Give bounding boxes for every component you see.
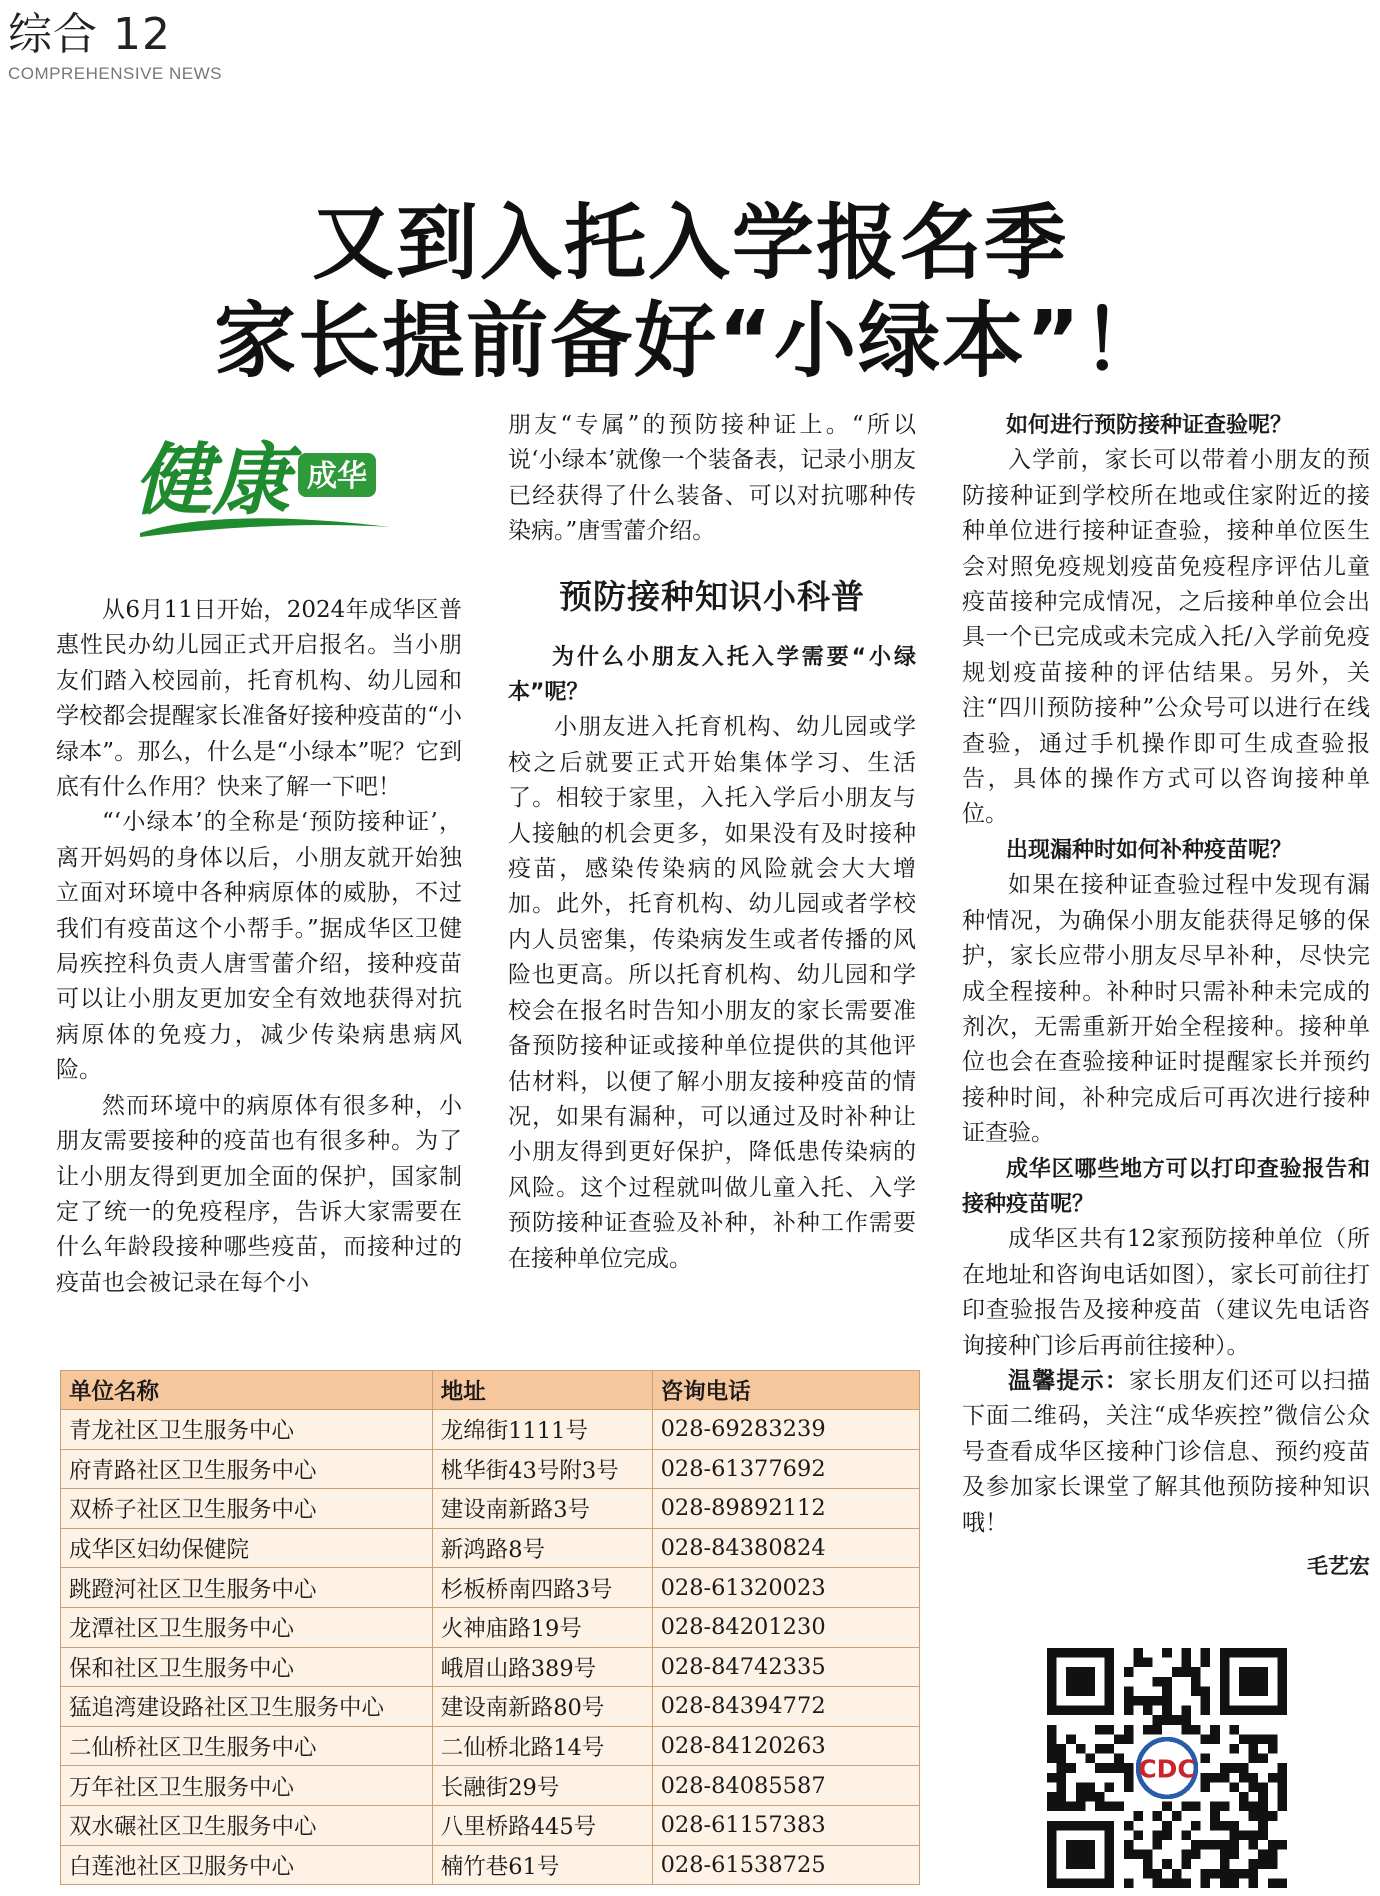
qr-finder-top-left <box>1047 1648 1114 1715</box>
qr-finder-top-right <box>1220 1648 1287 1715</box>
qr-module <box>1249 1734 1259 1744</box>
qr-module <box>1095 1744 1105 1754</box>
qr-module <box>1268 1811 1278 1821</box>
qr-module <box>1258 1782 1268 1792</box>
qr-module <box>1249 1859 1259 1869</box>
qr-module <box>1181 1725 1191 1735</box>
qr-module <box>1095 1725 1105 1735</box>
qr-module <box>1105 1802 1115 1812</box>
cell-address: 杉板桥南四路3号 <box>432 1568 652 1608</box>
qr-module <box>1153 1840 1163 1850</box>
qr-module <box>1105 1782 1115 1792</box>
qr-module <box>1162 1859 1172 1869</box>
qr-module <box>1057 1792 1067 1802</box>
qr-module <box>1181 1648 1191 1658</box>
qr-module <box>1210 1869 1220 1879</box>
qr-module <box>1133 1658 1143 1668</box>
qr-module <box>1133 1648 1143 1658</box>
tip-paragraph <box>962 1364 1370 1541</box>
qr-module <box>1143 1859 1153 1869</box>
qr-module <box>1229 1763 1239 1773</box>
qr-module <box>1181 1850 1191 1860</box>
masthead <box>8 10 268 90</box>
tip-text: 家长朋友们还可以扫描下面二维码，关注“成华疾控”微信公众号查看成华区接种门诊信息、预约疫苗及参加家长课堂了解其他预防接种知识哦！ <box>962 1367 1371 1536</box>
qr-module <box>1229 1850 1239 1860</box>
question-heading: 成华区哪些地方可以打印查验报告和接种疫苗呢？ <box>962 1156 1370 1217</box>
qr-module <box>1191 1667 1201 1677</box>
qr-module <box>1191 1802 1201 1812</box>
cell-phone: 028-84742335 <box>652 1647 919 1687</box>
qr-module <box>1057 1802 1067 1812</box>
qr-module <box>1229 1821 1239 1831</box>
header-unit-name: 单位名称 <box>61 1371 433 1410</box>
paragraph-continuation: 朋友“专属”的预防接种证上。“所以说‘小绿本’就像一个装备表，记录小朋友已经获得了什么装备、可以对抗哪种传染病。”唐雪蕾介绍。 <box>508 412 916 545</box>
qr-module <box>1191 1725 1201 1735</box>
qr-module <box>1201 1686 1211 1696</box>
qr-module <box>1162 1821 1172 1831</box>
qr-module <box>1153 1878 1163 1888</box>
qr-module <box>1162 1706 1172 1716</box>
headline <box>0 195 1380 391</box>
section-subtitle: COMPREHENSIVE NEWS <box>8 64 222 83</box>
qr-module <box>1153 1725 1163 1735</box>
cell-phone: 028-69283239 <box>652 1410 919 1450</box>
qr-module <box>1124 1725 1134 1735</box>
qr-module <box>1057 1744 1067 1754</box>
wechat-qr-code[interactable] <box>1047 1648 1287 1888</box>
qr-module <box>1076 1782 1086 1792</box>
cell-unit-name: 二仙桥社区卫生服务中心 <box>61 1726 433 1766</box>
qr-module <box>1181 1667 1191 1677</box>
qr-module <box>1162 1878 1172 1888</box>
qr-module <box>1201 1734 1211 1744</box>
qr-module <box>1153 1869 1163 1879</box>
cell-unit-name: 成华区妇幼保健院 <box>61 1528 433 1568</box>
qr-module <box>1057 1782 1067 1792</box>
qr-module <box>1076 1792 1086 1802</box>
qr-module <box>1124 1821 1134 1831</box>
table-row <box>61 1647 920 1687</box>
qr-module <box>1277 1792 1287 1802</box>
cell-unit-name: 跳蹬河社区卫生服务中心 <box>61 1568 433 1608</box>
qr-module <box>1210 1821 1220 1831</box>
qr-module <box>1133 1811 1143 1821</box>
qr-module <box>1114 1734 1124 1744</box>
qr-module <box>1181 1878 1191 1888</box>
qr-module <box>1153 1715 1163 1725</box>
answer-paragraph: 小朋友进入托育机构、幼儿园或学校之后就要正式开始集体学习、生活了。相较于家里，入托入学后小朋友与人接触的机会更多，如果没有及时接种疫苗，感染传染病的风险就会大大增加。此外，托育机构、幼儿园或者学校内人员密集，传染病发生或者传播的风险也更高。所以托育机构、幼儿园和学校会在报名时告知小朋友的家长需要准备预防接种证或接种单位提供的其他评估材料，以便了解小朋友接种疫苗的情况，如果有漏种，可以通过及时补种让小朋友得到更好保护，降低患传染病的风险。这个过程就叫做儿童入托、入学预防接种证查验及补种，补种工作需要在接种单位完成。 <box>508 714 916 1272</box>
byline: 毛艺宏 <box>1307 1554 1370 1578</box>
qr-module <box>1057 1773 1067 1783</box>
clinic-table <box>60 1370 920 1885</box>
qr-module <box>1220 1821 1230 1831</box>
qr-module <box>1249 1744 1259 1754</box>
header-address: 地址 <box>432 1371 652 1410</box>
qr-module <box>1124 1878 1134 1888</box>
qr-module <box>1220 1878 1230 1888</box>
qr-module <box>1076 1802 1086 1812</box>
qr-module <box>1229 1830 1239 1840</box>
qr-module <box>1124 1734 1134 1744</box>
paragraph-quote: “‘小绿本’的全称是‘预防接种证’，离开妈妈的身体以后，小朋友就开始独立面对环境中各种病原体的威胁，不过我们有疫苗这个小帮手。”据成华区卫健局疾控科负责人唐雪蕾介绍，接种疫苗可以让小朋友更加安全有效地获得对抗病原体的免疫力，减少传染病患病风险。 <box>56 809 462 1084</box>
qr-module <box>1201 1648 1211 1658</box>
qr-module <box>1220 1869 1230 1879</box>
answer-paragraph: 成华区共有12家预防接种单位（所在地址和咨询电话如图），家长可前往打印查验报告及接种疫苗（建议先电话咨询接种门诊后再前往接种）。 <box>962 1226 1370 1359</box>
qr-module <box>1210 1802 1220 1812</box>
qr-module <box>1095 1763 1105 1773</box>
qr-module <box>1172 1715 1182 1725</box>
qr-module <box>1057 1763 1067 1773</box>
qr-module <box>1095 1802 1105 1812</box>
table-row <box>61 1410 920 1450</box>
qr-module <box>1201 1782 1211 1792</box>
section-heading: 预防接种知识小科普 <box>559 576 865 616</box>
qr-module <box>1220 1763 1230 1773</box>
qr-module <box>1143 1869 1153 1879</box>
cell-address: 龙绵街1111号 <box>432 1410 652 1450</box>
qr-module <box>1277 1878 1287 1888</box>
headline-line-2: 家长提前备好“小绿本”！ <box>214 294 1166 389</box>
qr-module <box>1277 1802 1287 1812</box>
qr-module <box>1229 1725 1239 1735</box>
qr-module <box>1153 1830 1163 1840</box>
qr-module <box>1153 1811 1163 1821</box>
qr-module <box>1249 1782 1259 1792</box>
qr-module <box>1210 1734 1220 1744</box>
article-column-left <box>56 593 462 1301</box>
qr-module <box>1201 1840 1211 1850</box>
section-title: 综合 12 <box>8 9 171 60</box>
cell-address: 八里桥路445号 <box>432 1805 652 1845</box>
qr-module <box>1143 1706 1153 1716</box>
qr-module <box>1249 1754 1259 1764</box>
qr-module <box>1239 1802 1249 1812</box>
qr-module <box>1277 1773 1287 1783</box>
qr-module <box>1133 1696 1143 1706</box>
qr-module <box>1172 1878 1182 1888</box>
qr-module <box>1220 1773 1230 1783</box>
qr-module <box>1162 1715 1172 1725</box>
cell-phone: 028-61157383 <box>652 1805 919 1845</box>
qr-module <box>1124 1850 1134 1860</box>
cell-unit-name: 双桥子社区卫生服务中心 <box>61 1489 433 1529</box>
cell-phone: 028-61320023 <box>652 1568 919 1608</box>
qr-module <box>1191 1677 1201 1687</box>
qr-module <box>1258 1802 1268 1812</box>
cell-phone: 028-89892112 <box>652 1489 919 1529</box>
cdc-badge-text: CDC <box>1138 1754 1196 1784</box>
cell-unit-name: 青龙社区卫生服务中心 <box>61 1410 433 1450</box>
qr-module <box>1066 1763 1076 1773</box>
tip-label: 温馨提示： <box>1008 1367 1130 1394</box>
qr-module <box>1114 1802 1124 1812</box>
cell-phone: 028-61538725 <box>652 1845 919 1885</box>
qr-module <box>1047 1802 1057 1812</box>
qr-module <box>1201 1869 1211 1879</box>
qr-module <box>1057 1754 1067 1764</box>
qr-module <box>1268 1744 1278 1754</box>
qr-module <box>1172 1667 1182 1677</box>
qr-module <box>1066 1802 1076 1812</box>
qr-module <box>1210 1811 1220 1821</box>
table-row <box>61 1449 920 1489</box>
cell-address: 楠竹巷61号 <box>432 1845 652 1885</box>
qr-module <box>1066 1734 1076 1744</box>
qr-module <box>1153 1696 1163 1706</box>
cell-unit-name: 万年社区卫生服务中心 <box>61 1766 433 1806</box>
answer-paragraph: 如果在接种证查验过程中发现有漏种情况，为确保小朋友能获得足够的保护，家长应带小朋友尽早补种，尽快完成全程接种。补种时只需补种未完成的剂次，无需重新开始全程接种。接种单位也会在查验接种证时提醒家长并预约接种时间，补种完成后可再次进行接种证查验。 <box>962 872 1370 1147</box>
table-row <box>61 1766 920 1806</box>
qr-module <box>1181 1830 1191 1840</box>
table-row <box>61 1726 920 1766</box>
cell-unit-name: 龙潭社区卫生服务中心 <box>61 1607 433 1647</box>
cdc-logo-badge <box>1134 1735 1199 1800</box>
qr-module <box>1105 1763 1115 1773</box>
qr-module <box>1124 1773 1134 1783</box>
jiankang-chenghua-logo <box>130 415 400 550</box>
table-row <box>61 1805 920 1845</box>
qr-module <box>1047 1792 1057 1802</box>
qr-module <box>1181 1715 1191 1725</box>
qr-module <box>1191 1686 1201 1696</box>
qr-module <box>1268 1859 1278 1869</box>
qr-module <box>1124 1696 1134 1706</box>
qr-module <box>1201 1696 1211 1706</box>
qr-module <box>1181 1859 1191 1869</box>
cell-address: 火神庙路19号 <box>432 1607 652 1647</box>
qr-module <box>1258 1830 1268 1840</box>
qr-module <box>1258 1859 1268 1869</box>
qr-module <box>1162 1686 1172 1696</box>
cell-address: 新鸿路8号 <box>432 1528 652 1568</box>
qr-module <box>1210 1725 1220 1735</box>
qr-module <box>1249 1802 1259 1812</box>
qr-module <box>1143 1658 1153 1668</box>
qr-module <box>1143 1725 1153 1735</box>
qr-module <box>1114 1763 1124 1773</box>
qr-module <box>1258 1792 1268 1802</box>
qr-module <box>1229 1869 1239 1879</box>
qr-module <box>1047 1754 1057 1764</box>
qr-module <box>1201 1658 1211 1668</box>
question-heading: 为什么小朋友入托入学需要“小绿本”呢？ <box>508 644 916 706</box>
qr-module <box>1105 1744 1115 1754</box>
qr-module <box>1268 1773 1278 1783</box>
qr-module <box>1162 1648 1172 1658</box>
cell-phone: 028-84380824 <box>652 1528 919 1568</box>
logo-main-text: 健康 <box>134 435 291 526</box>
qr-module <box>1210 1773 1220 1783</box>
table-header-row <box>61 1371 920 1410</box>
cell-unit-name: 保和社区卫生服务中心 <box>61 1647 433 1687</box>
table-row <box>61 1607 920 1647</box>
qr-module <box>1229 1744 1239 1754</box>
qr-module <box>1047 1744 1057 1754</box>
qr-module <box>1210 1840 1220 1850</box>
qr-module <box>1201 1773 1211 1783</box>
qr-module <box>1249 1830 1259 1840</box>
cell-phone: 028-84394772 <box>652 1687 919 1727</box>
cell-phone: 028-84120263 <box>652 1726 919 1766</box>
cell-unit-name: 白莲池社区卫服务中心 <box>61 1845 433 1885</box>
cell-address: 二仙桥北路14号 <box>432 1726 652 1766</box>
qr-module <box>1258 1754 1268 1764</box>
qr-module <box>1095 1792 1105 1802</box>
qr-module <box>1239 1830 1249 1840</box>
question-heading: 如何进行预防接种证查验呢？ <box>1006 413 1293 438</box>
qr-module <box>1220 1859 1230 1869</box>
qr-module <box>1047 1734 1057 1744</box>
qr-module <box>1239 1763 1249 1773</box>
qr-module <box>1201 1878 1211 1888</box>
qr-module <box>1133 1830 1143 1840</box>
qr-module <box>1220 1802 1230 1812</box>
qr-module <box>1162 1696 1172 1706</box>
qr-module <box>1258 1811 1268 1821</box>
cell-address: 峨眉山路389号 <box>432 1647 652 1687</box>
qr-module <box>1153 1677 1163 1687</box>
qr-module <box>1268 1850 1278 1860</box>
cell-unit-name: 双水碾社区卫生服务中心 <box>61 1805 433 1845</box>
qr-module <box>1239 1734 1249 1744</box>
qr-module <box>1172 1869 1182 1879</box>
qr-module <box>1124 1686 1134 1696</box>
cell-unit-name: 猛追湾建设路社区卫生服务中心 <box>61 1687 433 1727</box>
table-row <box>61 1528 920 1568</box>
qr-module <box>1239 1869 1249 1879</box>
qr-module <box>1229 1878 1239 1888</box>
qr-module <box>1047 1773 1057 1783</box>
qr-module <box>1249 1869 1259 1879</box>
qr-module <box>1047 1725 1057 1735</box>
qr-module <box>1105 1725 1115 1735</box>
qr-module <box>1268 1878 1278 1888</box>
qr-module <box>1191 1840 1201 1850</box>
cell-unit-name: 府青路社区卫生服务中心 <box>61 1449 433 1489</box>
cell-phone: 028-84201230 <box>652 1607 919 1647</box>
qr-module <box>1085 1792 1095 1802</box>
qr-module <box>1162 1677 1172 1687</box>
table-row <box>61 1489 920 1529</box>
qr-module <box>1085 1754 1095 1764</box>
qr-module <box>1191 1821 1201 1831</box>
qr-module <box>1229 1840 1239 1850</box>
qr-module <box>1181 1706 1191 1716</box>
qr-module <box>1162 1802 1172 1812</box>
qr-module <box>1124 1667 1134 1677</box>
qr-module <box>1201 1706 1211 1716</box>
qr-module <box>1277 1763 1287 1773</box>
article-column-middle <box>508 408 916 1277</box>
logo-sub-text: 成华 <box>307 459 367 494</box>
qr-module <box>1172 1811 1182 1821</box>
qr-module <box>1124 1706 1134 1716</box>
qr-module <box>1277 1782 1287 1792</box>
qr-module <box>1124 1763 1134 1773</box>
qr-module <box>1249 1811 1259 1821</box>
qr-module <box>1085 1782 1095 1792</box>
qr-module <box>1076 1744 1086 1754</box>
qr-module <box>1258 1821 1268 1831</box>
cell-address: 长融街29号 <box>432 1766 652 1806</box>
cell-address: 建设南新路80号 <box>432 1687 652 1727</box>
qr-module <box>1258 1850 1268 1860</box>
table-row <box>61 1845 920 1885</box>
question-heading: 出现漏种时如何补种疫苗呢？ <box>1006 837 1293 863</box>
qr-module <box>1249 1878 1259 1888</box>
qr-module <box>1181 1658 1191 1668</box>
cell-address: 建设南新路3号 <box>432 1489 652 1529</box>
qr-module <box>1143 1696 1153 1706</box>
qr-module <box>1181 1802 1191 1812</box>
qr-module <box>1229 1782 1239 1792</box>
table-row <box>61 1687 920 1727</box>
qr-module <box>1239 1792 1249 1802</box>
headline-line-1: 又到入托入学报名季 <box>311 196 1068 291</box>
qr-module <box>1268 1840 1278 1850</box>
qr-module <box>1220 1850 1230 1860</box>
cell-phone: 028-61377692 <box>652 1449 919 1489</box>
qr-module <box>1268 1734 1278 1744</box>
qr-module <box>1114 1754 1124 1764</box>
answer-paragraph: 入学前，家长可以带着小朋友的预防接种证到学校所在地或住家附近的接种单位进行接种证查验，接种单位医生会对照免疫规划疫苗免疫程序评估儿童疫苗接种完成情况，之后接种单位会出具一个已完成或未完成入托/入学前免疫规划疫苗接种的评估结果。另外，关注“四川预防接种”公众号可以进行在线查验，通过手机操作即可生成查验报告，具体的操作方式可以咨询接种单位。 <box>962 447 1370 828</box>
qr-finder-bottom-left <box>1047 1821 1114 1888</box>
cell-phone: 028-84085587 <box>652 1766 919 1806</box>
table-row <box>61 1568 920 1608</box>
qr-module <box>1133 1850 1143 1860</box>
header-phone: 咨询电话 <box>652 1371 919 1410</box>
qr-module <box>1249 1840 1259 1850</box>
qr-module <box>1124 1840 1134 1850</box>
qr-module <box>1162 1830 1172 1840</box>
qr-module <box>1249 1773 1259 1783</box>
qr-module <box>1220 1840 1230 1850</box>
qr-module <box>1143 1850 1153 1860</box>
qr-module <box>1239 1773 1249 1783</box>
qr-module <box>1258 1734 1268 1744</box>
paragraph-intro: 从6月11日开始，2024年成华区普惠性民办幼儿园正式开启报名。当小朋友们踏入校园前，托育机构、幼儿园和学校都会提醒家长准备好接种疫苗的“小绿本”。那么，什么是“小绿本”呢？它到底有什么作用？快来了解一下吧！ <box>56 597 462 801</box>
qr-module <box>1124 1782 1134 1792</box>
cell-address: 桃华街43号附3号 <box>432 1449 652 1489</box>
qr-module <box>1201 1754 1211 1764</box>
paragraph-immunization: 然而环境中的病原体有很多种，小朋友需要接种的疫苗也有很多种。为了让小朋友得到更加全面的保护，国家制定了统一的免疫程序，告诉大家需要在什么年龄段接种哪些疫苗，而接种过的疫苗也会被记录在每个小 <box>56 1092 462 1296</box>
qr-module <box>1277 1840 1287 1850</box>
qr-module <box>1191 1850 1201 1860</box>
article-column-right <box>962 408 1370 1584</box>
